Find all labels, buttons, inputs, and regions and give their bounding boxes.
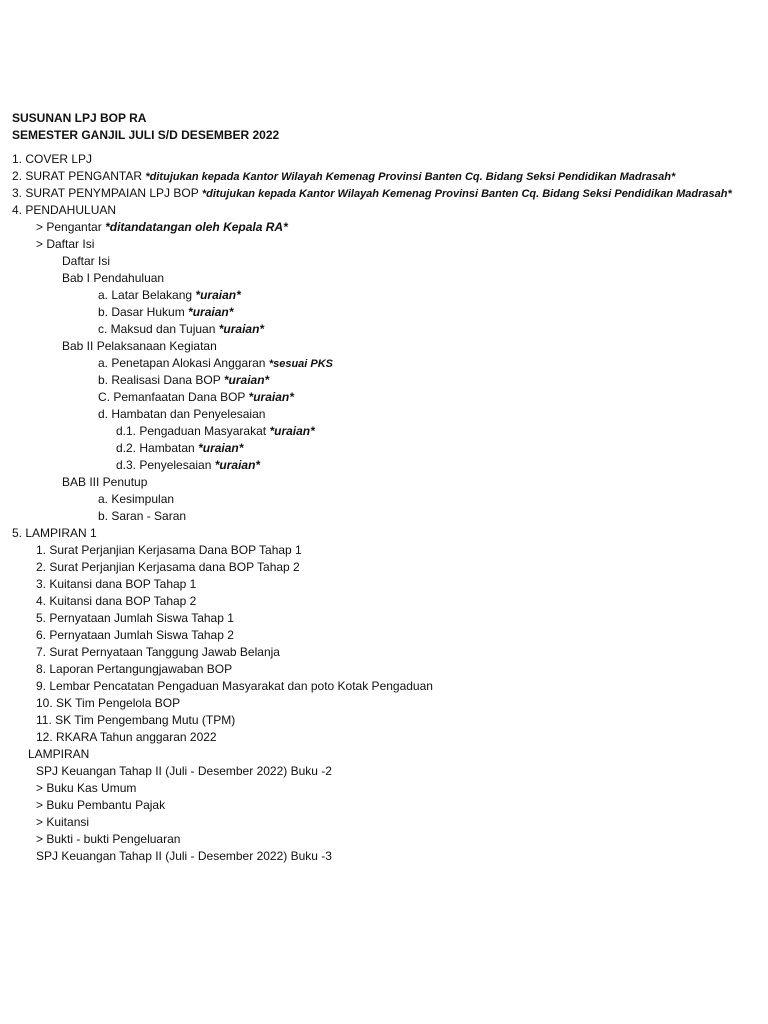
list-item: 8. Laporan Pertangungjawaban BOP [36, 662, 233, 676]
list-item: d.1. Pengaduan Masyarakat *uraian* [116, 424, 315, 438]
list-item: d. Hambatan dan Penyelesaian [98, 407, 266, 421]
list-item: b. Realisasi Dana BOP *uraian* [98, 373, 270, 387]
list-item: b. Saran - Saran [98, 509, 187, 523]
list-item: a. Penetapan Alokasi Anggaran *sesuai PKS [98, 356, 334, 370]
list-item: 1. COVER LPJ [12, 152, 93, 166]
list-item: > Buku Pembantu Pajak [36, 798, 166, 812]
list-item: 4. PENDAHULUAN [12, 203, 117, 217]
doc-title: SUSUNAN LPJ BOP RA [12, 111, 147, 125]
list-item: d.2. Hambatan *uraian* [116, 441, 244, 455]
list-item: BAB III Penutup [62, 475, 148, 489]
list-item: SPJ Keuangan Tahap II (Juli - Desember 2022) Buku -3 [36, 849, 332, 863]
list-item: 10. SK Tim Pengelola BOP [36, 696, 181, 710]
list-item: 5. Pernyataan Jumlah Siswa Tahap 1 [36, 611, 234, 625]
list-item: 6. Pernyataan Jumlah Siswa Tahap 2 [36, 628, 234, 642]
list-item: > Buku Kas Umum [36, 781, 137, 795]
list-item: LAMPIRAN [28, 747, 90, 761]
list-item: 7. Surat Pernyataan Tanggung Jawab Belanja [36, 645, 280, 659]
list-item: C. Pemanfaatan Dana BOP *uraian* [98, 390, 294, 404]
list-item: a. Latar Belakang *uraian* [98, 288, 241, 302]
list-item: > Bukti - bukti Pengeluaran [36, 832, 181, 846]
list-item: a. Kesimpulan [98, 492, 175, 506]
list-item: 4. Kuitansi dana BOP Tahap 2 [36, 594, 197, 608]
list-item: 2. Surat Perjanjian Kerjasama dana BOP Tahap 2 [36, 560, 300, 574]
list-item: SPJ Keuangan Tahap II (Juli - Desember 2022) Buku -2 [36, 764, 332, 778]
list-item: > Daftar Isi [36, 237, 95, 251]
list-item: 5. LAMPIRAN 1 [12, 526, 97, 540]
list-item: b. Dasar Hukum *uraian* [98, 305, 234, 319]
list-item: 12. RKARA Tahun anggaran 2022 [36, 730, 217, 744]
list-item: 2. SURAT PENGANTAR *ditujukan kepada Kantor Wilayah Kemenag Provinsi Banten Cq. Bidang Seksi Pendidikan Madrasah* [12, 169, 676, 183]
list-item: Bab II Pelaksanaan Kegiatan [62, 339, 217, 353]
list-item: d.3. Penyelesaian *uraian* [116, 458, 261, 472]
list-item: 3. Kuitansi dana BOP Tahap 1 [36, 577, 197, 591]
list-item: 9. Lembar Pencatatan Pengaduan Masyarakat dan poto Kotak Pengaduan [36, 679, 433, 693]
list-item: Daftar Isi [62, 254, 111, 268]
list-item: 1. Surat Perjanjian Kerjasama Dana BOP Tahap 1 [36, 543, 302, 557]
list-item: 3. SURAT PENYMPAIAN LPJ BOP *ditujukan kepada Kantor Wilayah Kemenag Provinsi Banten Cq. Bidang Seksi Pendidikan Madrasah* [12, 186, 732, 200]
list-item: 11. SK Tim Pengembang Mutu (TPM) [36, 713, 236, 727]
list-item: > Kuitansi [36, 815, 90, 829]
list-item: Bab I Pendahuluan [62, 271, 165, 285]
list-item: > Pengantar *ditandatangan oleh Kepala RA* [36, 220, 288, 234]
doc-subtitle: SEMESTER GANJIL JULI S/D DESEMBER 2022 [12, 128, 280, 142]
list-item: c. Maksud dan Tujuan *uraian* [98, 322, 265, 336]
